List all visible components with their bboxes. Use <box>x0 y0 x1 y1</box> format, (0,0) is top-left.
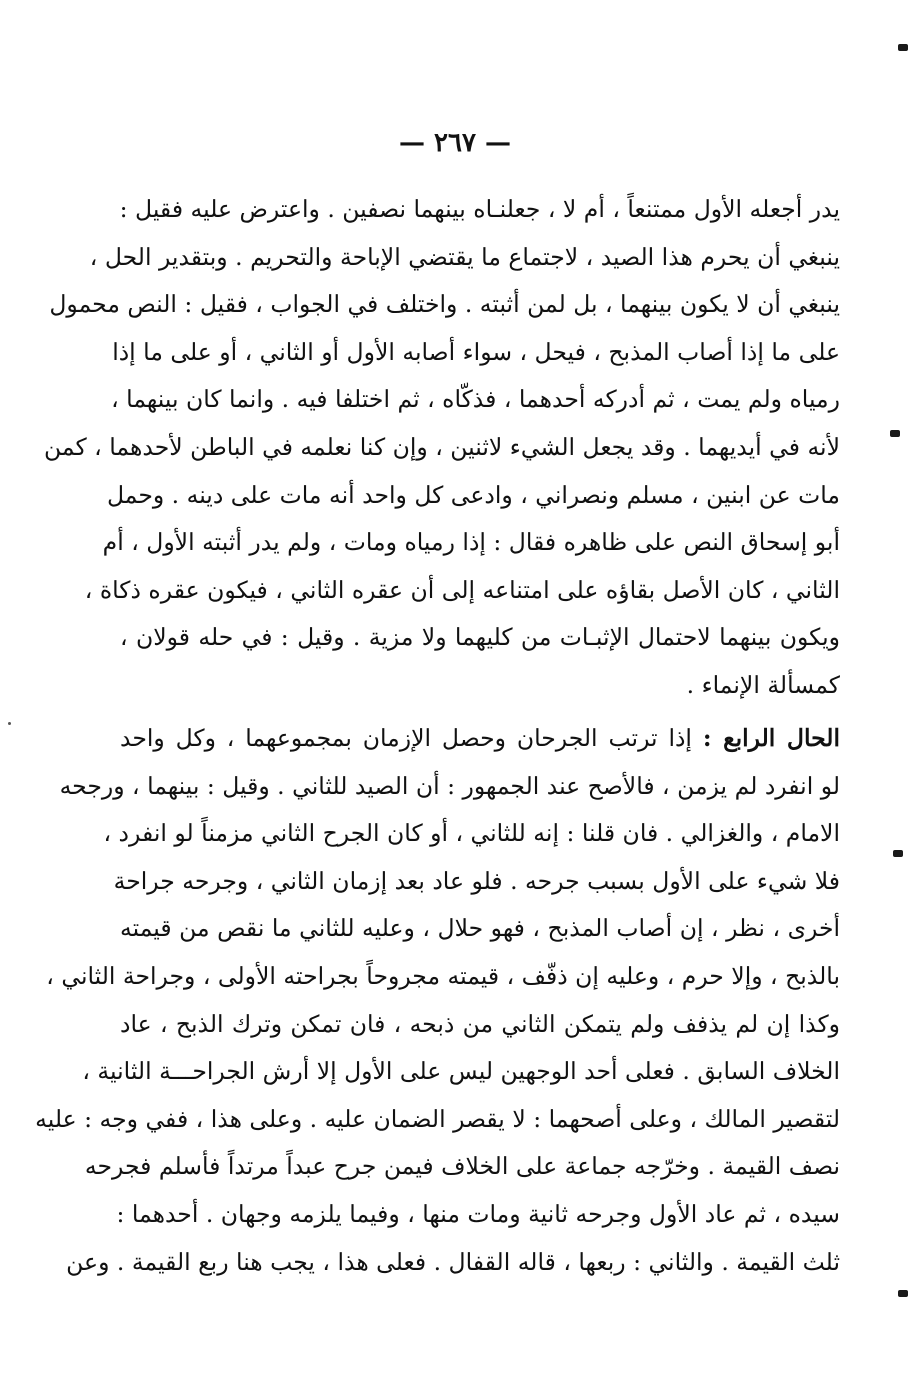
margin-ink-mark <box>898 44 908 51</box>
text-line: لأنه في أيديهما . وقد يجعل الشيء لاثنين ، وإن كنا نعلمه في الباطن لأحدهما ، كمن <box>44 432 840 461</box>
text-line: ينبغي أن لا يكون بينهما ، بل لمن أثبته . واختلف في الجواب ، فقيل : النص محمول <box>49 290 840 319</box>
text-line: سيده ، ثم عاد الأول وجرحه ثانية ومات منها ، وفيما يلزمه وجهان . أحدهما : <box>116 1199 840 1228</box>
margin-ink-mark <box>893 850 903 857</box>
paragraph-1 <box>44 186 840 710</box>
text-line: نصف القيمة . وخرّجه جماعة على الخلاف فيمن جرح عبداً مرتداً فأسلم فجرحه <box>84 1152 840 1181</box>
text-line: فلا شيء على الأول بسبب جرحه . فلو عاد بعد إزمان الثاني ، وجرحه جراحة <box>113 866 840 895</box>
text-line: على ما إذا أصاب المذبح ، فيحل ، سواء أصابه الأول أو الثاني ، أو على ما إذا <box>112 337 840 366</box>
text-line: مات عن ابنين ، مسلم ونصراني ، وادعى كل واحد أنه مات على دينه . وحمل <box>106 480 840 509</box>
section-heading: الحال الرابع : <box>702 724 840 752</box>
text-line: أبو إسحاق النص على ظاهره فقال : إذا رمياه ومات ، ولم يدر أثبته الأول ، أم <box>102 528 840 557</box>
text-line: الثاني ، كان الأصل بقاؤه على امتناعه إلى أن عقره الثاني ، فيكون عقره ذكاة ، <box>84 575 840 604</box>
text-line: لتقصير المالك ، وعلى أصحهما : لا يقصر الضمان عليه . وعلى هذا ، ففي وجه : عليه <box>35 1104 840 1133</box>
text-line <box>120 715 840 763</box>
text-line: ينبغي أن يحرم هذا الصيد ، لاجتماع ما يقتضي الإباحة والتحريم . وبتقدير الحل ، <box>89 242 840 271</box>
text-line: بالذبح ، وإلا حرم ، وعليه إن ذفّف ، قيمته مجروحاً بجراحته الأولى ، وجراحة الثاني ، <box>46 961 840 990</box>
page-number: — ٢٦٧ — <box>398 128 512 158</box>
text-line: أخرى ، نظر ، إن أصاب المذبح ، فهو حلال ، وعليه للثاني ما نقص من قيمته <box>120 914 840 943</box>
text-segment: إذا ترتب الجرحان وحصل الإزمان بمجموعهما ، وكل واحد <box>120 724 703 752</box>
text-line: الخلاف السابق . فعلى أحد الوجهين ليس على الأول إلا أرش الجراحـــة الثانية ، <box>82 1057 840 1086</box>
margin-speck <box>8 722 11 725</box>
text-line: لو انفرد لم يزمن ، فالأصح عند الجمهور : أن الصيد للثاني . وقيل : بينهما ، ورجحه <box>59 771 840 800</box>
margin-ink-mark <box>898 1290 908 1297</box>
text-line: ويكون بينهما لاحتمال الإثبـات من كليهما ولا مزية . وقيل : في حله قولان ، <box>120 623 840 652</box>
text-line: رمياه ولم يمت ، ثم أدركه أحدهما ، فذكّاه ، ثم اختلفا فيه . وانما كان بينهما ، <box>111 385 840 414</box>
text-line: الامام ، والغزالي . فان قلنا : إنه للثاني ، أو كان الجرح الثاني مزمناً لو انفرد ، <box>103 819 840 848</box>
paragraph-2 <box>35 715 840 1286</box>
margin-ink-mark <box>890 430 900 437</box>
text-line: يدر أجعله الأول ممتنعاً ، أم لا ، جعلنـاه بينهما نصفين . واعترض عليه فقيل : <box>119 195 840 223</box>
text-line: كمسألة الإنماء . <box>686 670 840 699</box>
text-line: وكذا إن لم يذفف ولم يتمكن الثاني من ذبحه ، فان تمكن وترك الذبح ، عاد <box>120 1009 840 1038</box>
text-line: ثلث القيمة . والثاني : ربعها ، قاله القفال . فعلى هذا ، يجب هنا ربع القيمة . وعن <box>66 1247 840 1276</box>
